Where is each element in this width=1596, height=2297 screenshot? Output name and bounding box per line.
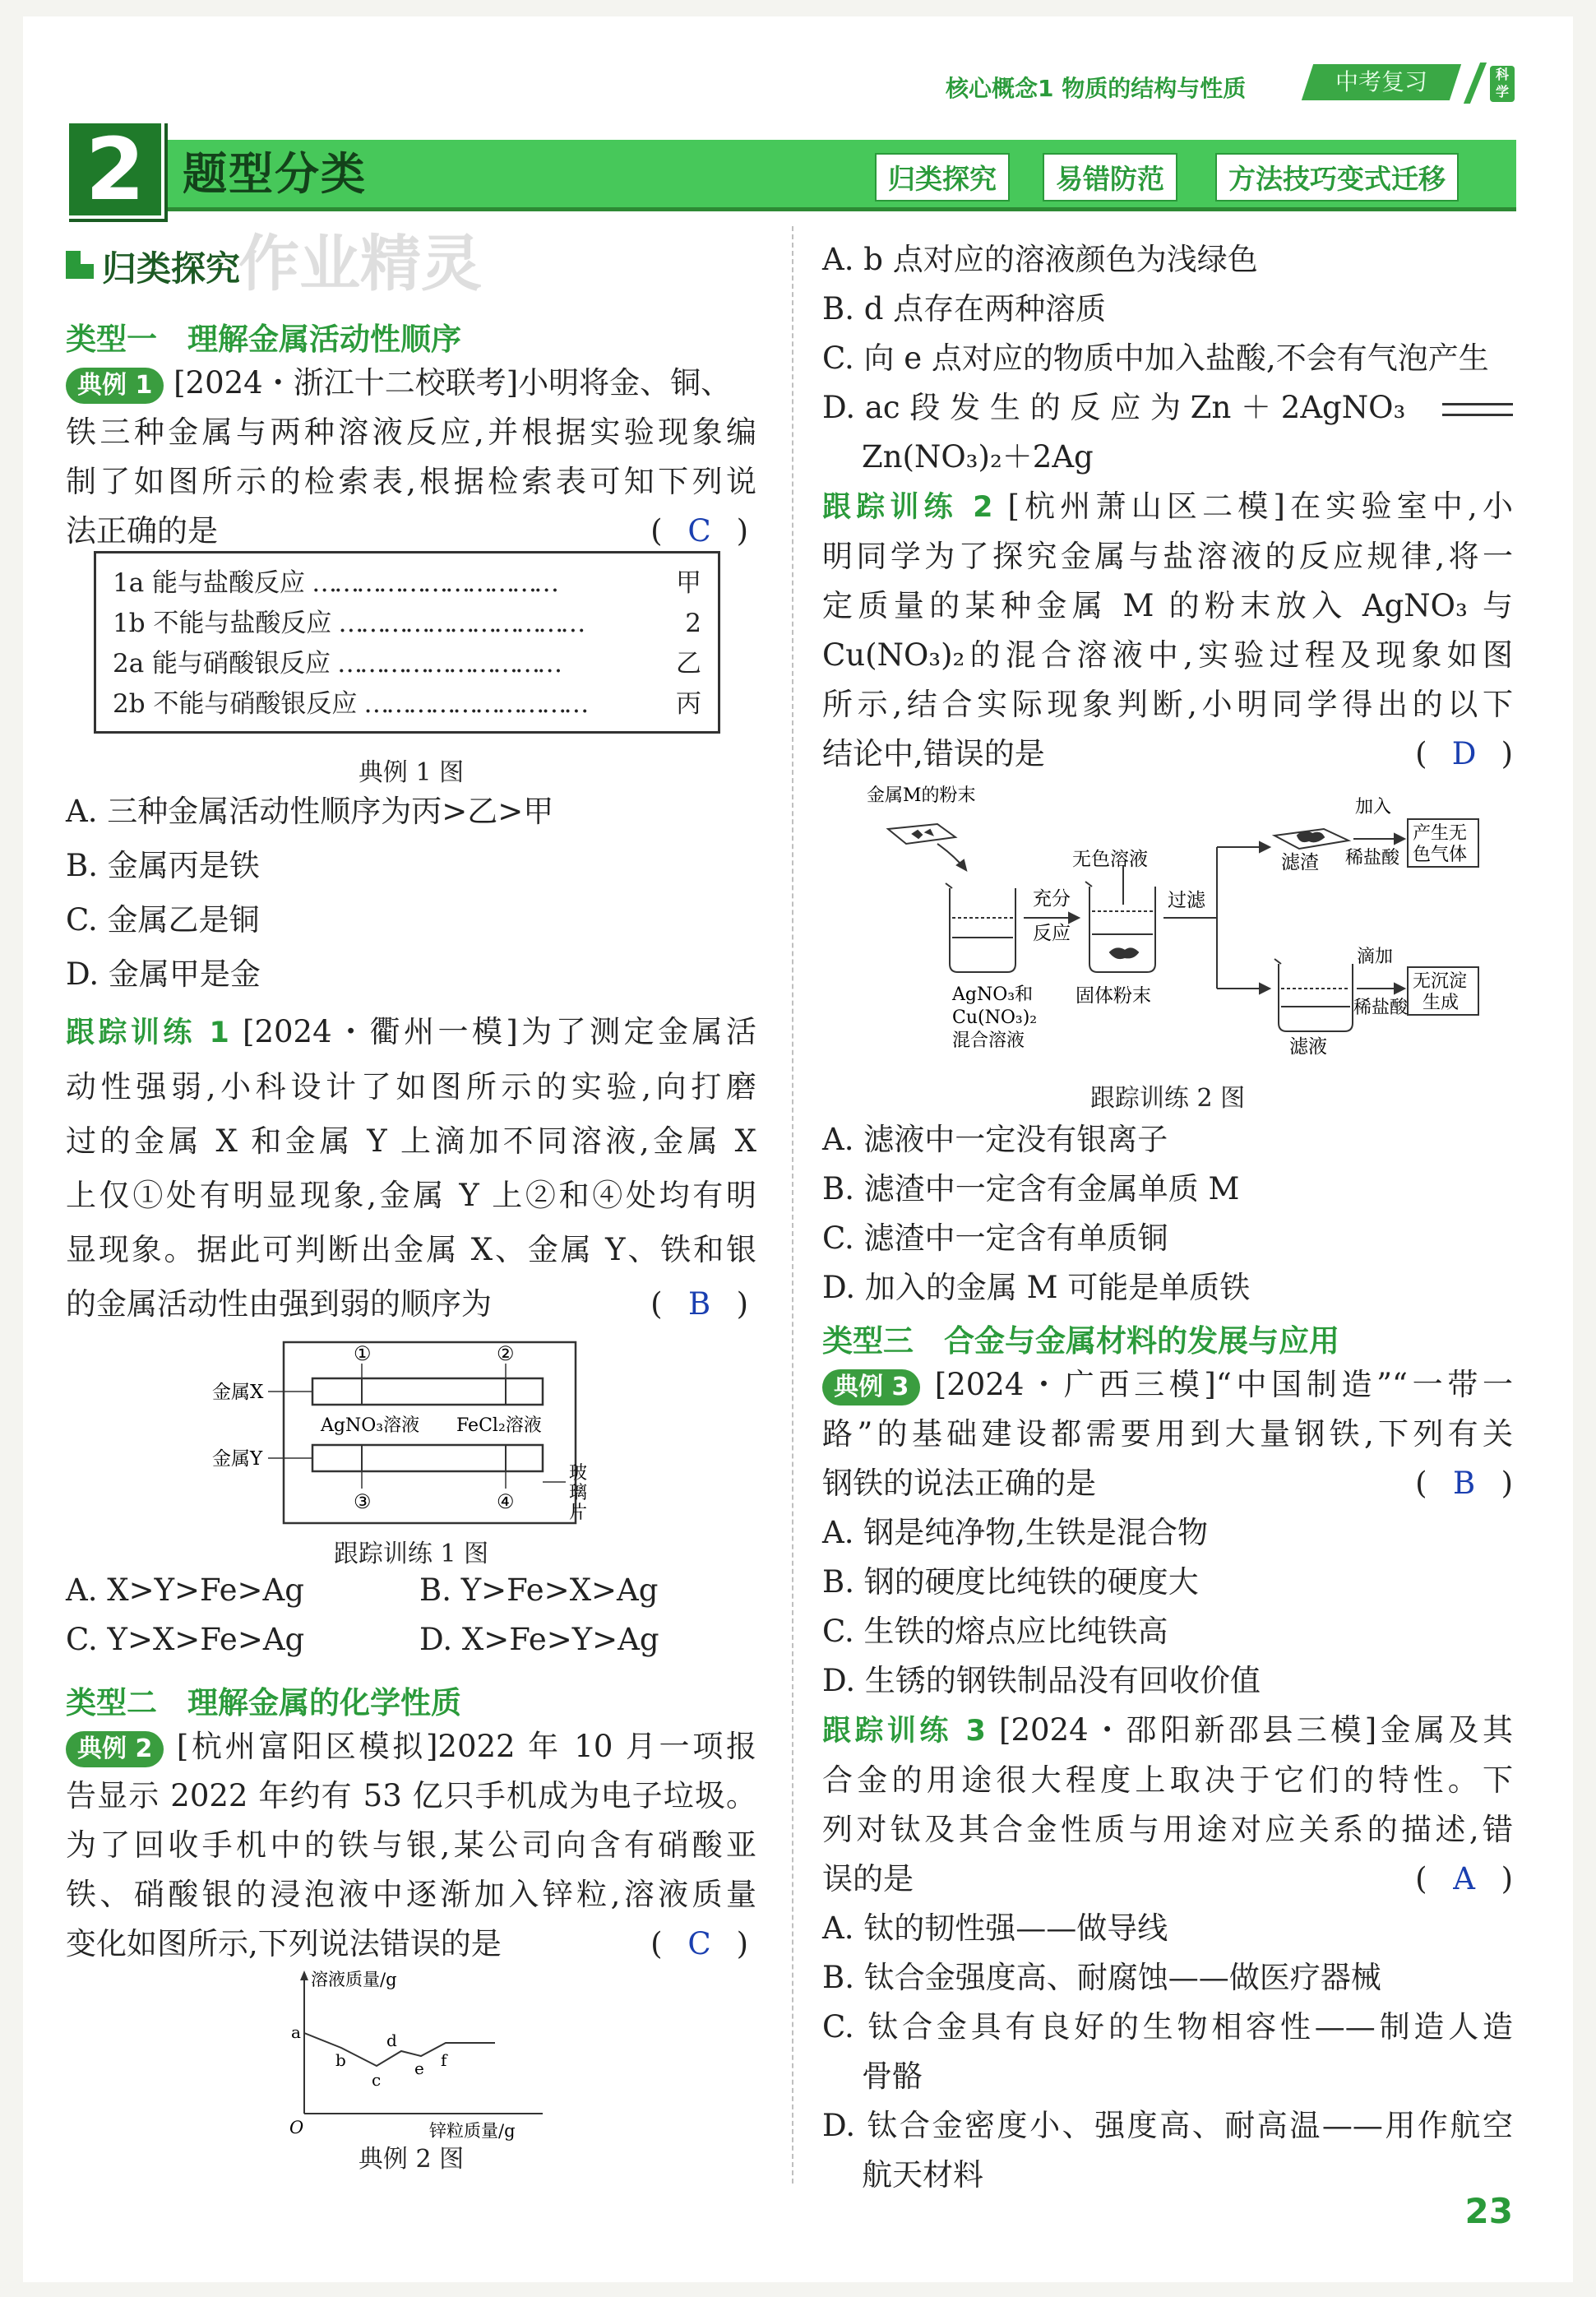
fig2-nopre2: 生成	[1423, 993, 1460, 1013]
example-2	[66, 1722, 756, 1969]
training-1-line: 上仅①处有明显现象,金属 Y 上②和④处均有明	[66, 1178, 756, 1213]
option: D. ac 段 发 生 的 反 应 为 Zn ＋ 2AgNO₃	[822, 383, 1513, 433]
subject-label: 科学	[1490, 66, 1515, 102]
fig2-react1: 充分	[1033, 888, 1071, 910]
option: A. b 点对应的溶液颜色为浅绿色	[822, 242, 1258, 277]
training-3-badge: 跟踪训练 3	[822, 1715, 986, 1748]
graph-point-b: b	[335, 2050, 346, 2070]
graph-point-f: f	[441, 2050, 447, 2070]
fig2-powder: 金属M的粉末	[867, 785, 976, 806]
example-1-caption: 典例 1 图	[358, 758, 465, 787]
fig2-add2: 稀盐酸	[1345, 848, 1400, 868]
example-2-graph	[280, 1966, 559, 2142]
graph-point-e: e	[414, 2059, 424, 2078]
example-3	[822, 1360, 1513, 1706]
type1-title: 类型一 理解金属活动性顺序	[66, 322, 461, 357]
example-1-badge: 典例 1	[66, 368, 164, 404]
example-2-line: 铁、硝酸银的浸泡液中逐渐加入锌粒,溶液质量	[66, 1877, 756, 1912]
example-1-line: 铁三种金属与两种溶液反应,并根据实验现象编	[66, 414, 756, 450]
training-1-figure	[206, 1332, 633, 1538]
graph-point-a: a	[291, 2022, 301, 2042]
option: A. 钢是纯净物,生铁是混合物	[822, 1515, 1209, 1550]
fig2-gas2: 色气体	[1413, 845, 1468, 865]
option: B. 钛合金强度高、耐腐蚀——做医疗器械	[822, 1960, 1381, 1995]
fig1-glass: 璃	[569, 1483, 588, 1503]
fig1-glass: 片	[569, 1503, 588, 1523]
fig2-filtrate: 滤液	[1289, 1036, 1327, 1058]
option: D. X>Fe>Y>Ag	[419, 1622, 659, 1657]
fig2-nopre1: 无沉淀	[1413, 971, 1468, 992]
fig2-residue: 滤渣	[1281, 852, 1319, 873]
option: D. 生锈的钢铁制品没有回收价值	[822, 1663, 1261, 1698]
option: D. 金属甲是金	[66, 956, 261, 992]
index-row: 1a 能与盐酸反应 …………………………… 甲	[113, 568, 701, 598]
training-2-line: 结论中,错误的是	[822, 736, 1045, 771]
index-table	[94, 551, 720, 734]
fig1-circle-1: ①	[354, 1342, 372, 1365]
example-2-caption: 典例 2 图	[358, 2145, 465, 2174]
example-1-answer: ( C )	[650, 513, 748, 549]
training-3-line: 列对钛及其合金性质与用途对应关系的描述,错	[822, 1812, 1513, 1847]
option: B. 钢的硬度比纯铁的硬度大	[822, 1564, 1199, 1600]
option: C. Y>X>Fe>Ag	[66, 1622, 305, 1657]
section-icon-notch	[81, 251, 94, 264]
training-1-badge: 跟踪训练 1	[66, 1017, 229, 1049]
training-1-options	[66, 1566, 756, 1665]
fig2-mix2: Cu(NO₃)₂	[952, 1007, 1038, 1028]
training-1-line: 过的金属 X 和金属 Y 上滴加不同溶液,金属 X	[66, 1123, 756, 1159]
graph-y-label: 溶液质量/g	[311, 1970, 397, 1989]
type3-title: 类型三 合金与金属材料的发展与应用	[822, 1323, 1339, 1359]
option: C. 向 e 点对应的物质中加入盐酸,不会有气泡产生	[822, 340, 1489, 376]
training-2-figure	[863, 773, 1488, 1061]
option: B. Y>Fe>X>Ag	[419, 1572, 659, 1608]
example-2-badge: 典例 2	[66, 1731, 164, 1767]
graph-point-d: d	[386, 2031, 397, 2050]
example-3-line: 钢铁的说法正确的是	[822, 1466, 1096, 1501]
option: B. 滤渣中一定含有金属单质 M	[822, 1171, 1240, 1206]
option: C. 生铁的熔点应比纯铁高	[822, 1614, 1168, 1649]
column-divider	[792, 226, 793, 2184]
fig1-glass: 玻	[569, 1463, 588, 1484]
training-3-line: 合金的用途很大程度上取决于它们的特性。下	[822, 1762, 1513, 1798]
training-1-line: [2024・衢州一模]为了测定金属活	[243, 1014, 756, 1049]
option: A. 钛的韧性强——做导线	[822, 1910, 1168, 1946]
training-2-options	[822, 1115, 1513, 1313]
fig2-solid: 固体粉末	[1076, 985, 1151, 1007]
equals-sign	[1442, 403, 1513, 416]
index-row: 1b 不能与盐酸反应 …………………………… 2	[113, 609, 701, 638]
fig2-drop2: 稀盐酸	[1353, 998, 1409, 1018]
option: D. 加入的金属 M 可能是单质铁	[822, 1270, 1251, 1305]
example-1-line: 法正确的是	[66, 513, 218, 549]
fig2-react2: 反应	[1033, 923, 1071, 944]
section-heading: 归类探究	[102, 248, 241, 289]
training-2-line: [杭州萧山区二模]在实验室中,小	[1007, 489, 1514, 524]
fig2-colorless: 无色溶液	[1072, 849, 1148, 870]
chapter-number: 2	[66, 120, 164, 219]
tag-method-skills[interactable]: 方法技巧变式迁移	[1215, 153, 1459, 201]
graph-origin: O	[289, 2118, 304, 2137]
option: A. 三种金属活动性顺序为丙>乙>甲	[66, 794, 554, 829]
training-1-answer: ( B )	[650, 1286, 748, 1322]
example-1-line: [2024・浙江十二校联考]小明将金、铜、	[173, 365, 732, 401]
training-1-line: 动性强弱,小科设计了如图所示的实验,向打磨	[66, 1069, 756, 1105]
index-row: 2a 能与硝酸银反应 ………………………… 乙	[113, 649, 701, 678]
example-2-line: [杭州富阳区模拟]2022 年 10 月一项报	[176, 1729, 756, 1764]
training-2	[822, 482, 1513, 779]
fig1-circle-2: ②	[497, 1342, 515, 1365]
breadcrumb: 核心概念1 物质的结构与性质	[946, 75, 1247, 102]
example-2-line: 变化如图所示,下列说法错误的是	[66, 1926, 502, 1961]
example-2-line: 为了回收手机中的铁与银,某公司向含有硝酸亚	[66, 1827, 756, 1863]
example-2-answer: ( C )	[650, 1926, 748, 1961]
watermark: 作业精灵	[238, 229, 482, 299]
example-3-answer: ( B )	[1415, 1466, 1513, 1501]
example-2-options	[822, 235, 1513, 482]
training-1-line: 显现象。据此可判断出金属 X、金属 Y、铁和银	[66, 1232, 756, 1267]
option: B. d 点存在两种溶质	[822, 291, 1107, 326]
training-3-answer: ( A )	[1415, 1861, 1513, 1896]
tag-classify[interactable]: 归类探究	[875, 153, 1010, 201]
tag-error-prevention[interactable]: 易错防范	[1043, 153, 1177, 201]
training-1	[66, 1005, 756, 1331]
fig2-add1: 加入	[1355, 797, 1392, 817]
fig1-agno3: AgNO₃溶液	[321, 1415, 420, 1436]
training-2-line: Cu(NO₃)₂的混合溶液中,实验过程及现象如图	[822, 637, 1513, 673]
page-number: 23	[1464, 2191, 1513, 2231]
fig2-mix1: AgNO₃和	[952, 984, 1034, 1005]
training-3	[822, 1706, 1513, 2200]
example-1-options	[66, 785, 756, 1002]
fig1-circle-3: ③	[354, 1490, 372, 1513]
fig1-metal-x: 金属X	[212, 1382, 264, 1403]
fig2-mix3: 混合溶液	[952, 1030, 1025, 1051]
training-3-line: 误的是	[822, 1861, 914, 1896]
option: C. 钛合金具有良好的生物相容性——制造人造	[822, 2009, 1513, 2045]
training-1-caption: 跟踪训练 1 图	[333, 1540, 489, 1568]
fig1-fecl2: FeCl₂溶液	[456, 1415, 542, 1436]
example-2-line: 告显示 2022 年约有 53 亿只手机成为电子垃圾。	[66, 1778, 756, 1813]
fig2-filter: 过滤	[1168, 890, 1205, 911]
fig2-drop1: 滴加	[1357, 947, 1394, 967]
header-tab: 中考复习	[1302, 64, 1461, 100]
type2-title: 类型二 理解金属的化学性质	[66, 1685, 461, 1720]
option: B. 金属丙是铁	[66, 848, 260, 883]
training-2-line: 明同学为了探究金属与盐溶液的反应规律,将一	[822, 539, 1513, 574]
option: C. 滤渣中一定含有单质铜	[822, 1220, 1168, 1256]
training-2-caption: 跟踪训练 2 图	[1089, 1084, 1246, 1113]
index-row: 2b 不能与硝酸银反应 ………………………… 丙	[113, 689, 701, 719]
graph-x-label: 锌粒质量/g	[429, 2121, 516, 2141]
example-1	[66, 359, 756, 556]
training-2-badge: 跟踪训练 2	[822, 491, 993, 524]
fig1-metal-y: 金属Y	[212, 1448, 263, 1470]
chapter-title: 题型分类	[183, 148, 367, 200]
option: D. 钛合金密度小、强度高、耐高温——用作航空	[822, 2108, 1513, 2143]
option: 航天材料	[862, 2157, 983, 2193]
example-3-badge: 典例 3	[822, 1369, 920, 1406]
training-2-line: 所示,结合实际现象判断,小明同学得出的以下	[822, 687, 1513, 722]
option: 骨骼	[862, 2059, 923, 2094]
example-3-line: [2024・广西三模]“中国制造”“一带一	[934, 1367, 1513, 1402]
training-2-line: 定质量的某种金属 M 的粉末放入 AgNO₃ 与	[822, 588, 1513, 623]
chapter-banner-stripe	[69, 207, 1516, 211]
option: A. X>Y>Fe>Ag	[66, 1572, 304, 1608]
option: C. 金属乙是铜	[66, 902, 260, 938]
option: Zn(NO₃)₂＋2Ag	[862, 439, 1094, 475]
training-3-line: [2024・邵阳新邵县三模]金属及其	[999, 1712, 1513, 1748]
example-1-line: 制了如图所示的检索表,根据检索表可知下列说	[66, 464, 756, 499]
option: A. 滤液中一定没有银离子	[822, 1122, 1168, 1157]
training-2-answer: ( D )	[1415, 736, 1513, 771]
example-3-line: 路”的基础建设都需要用到大量钢铁,下列有关	[822, 1416, 1513, 1452]
training-1-line: 的金属活动性由强到弱的顺序为	[66, 1286, 492, 1322]
fig2-gas1: 产生无	[1413, 823, 1468, 844]
fig1-circle-4: ④	[497, 1490, 515, 1513]
graph-point-c: c	[372, 2070, 382, 2090]
